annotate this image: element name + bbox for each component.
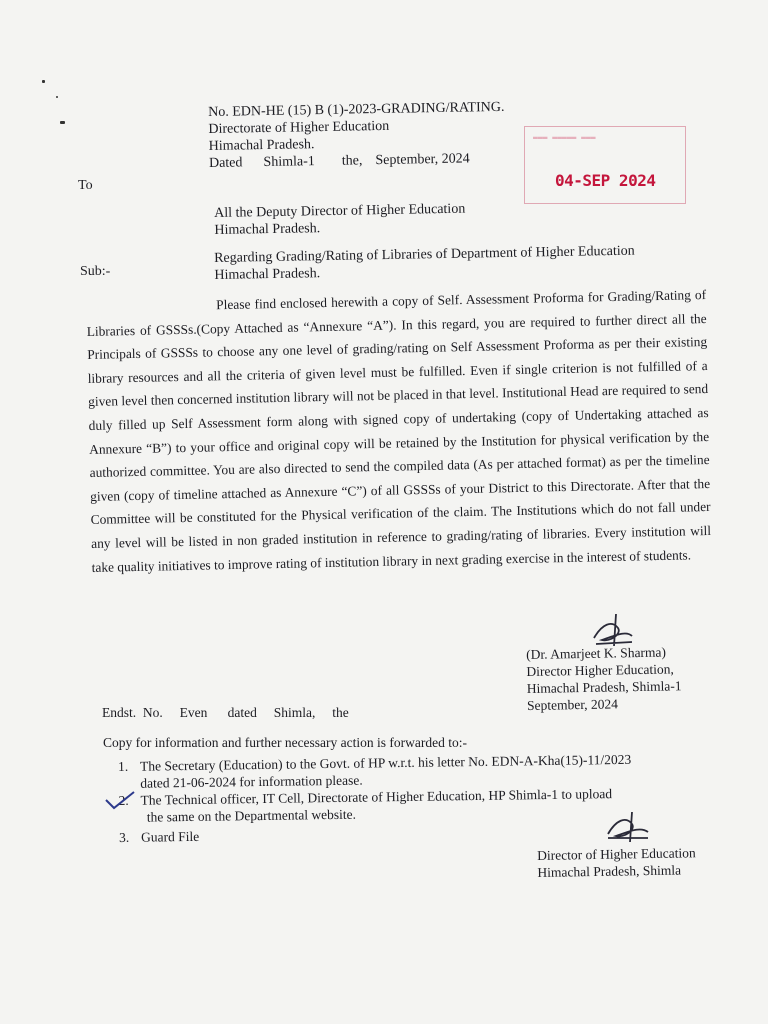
reference-number: No. EDN-HE (15) B (1)-2023-GRADING/RATING. [208, 99, 505, 120]
recipient-item [119, 822, 632, 846]
recipient-line-2: dated 21-06-2024 for information please. [140, 772, 363, 791]
scan-speck [56, 96, 58, 98]
receipt-stamp [524, 126, 686, 204]
signature-mark [602, 808, 652, 848]
to-label: To [78, 178, 93, 193]
addressee [214, 201, 466, 239]
signatory-designation: Director Higher Education, [526, 661, 674, 679]
addressee-line-2: Himachal Pradesh. [214, 221, 321, 238]
recipient-item [118, 785, 632, 826]
issuing-office: Directorate of Higher Education [208, 118, 390, 137]
stamp-date: 04-SEP 2024 [555, 171, 656, 190]
subject-line-1: Regarding Grading/Rating of Libraries of Department of Higher Education [214, 243, 635, 266]
recipient-line-2: the same on the Departmental website. [146, 806, 357, 825]
subject-label: Sub:- [80, 264, 111, 279]
signatory-date: September, 2024 [526, 696, 619, 713]
addressee-line-1: All the Deputy Director of Higher Education [214, 201, 466, 221]
recipient-list [118, 751, 632, 846]
signatory-place: Himachal Pradesh, Shimla-1 [526, 678, 682, 696]
issuing-state: Himachal Pradesh. [208, 137, 315, 154]
dated-place: Shimla-1 [263, 154, 315, 171]
recipient-line-1: The Technical officer, IT Cell, Directorate of Higher Education, HP Shimla-1 to upload [140, 786, 613, 808]
recipient-number: 2. [118, 792, 129, 808]
signature-block-2 [537, 844, 696, 881]
scan-speck [60, 121, 65, 124]
recipient-line-1: The Secretary (Education) to the Govt. of HP w.r.t. his letter No. EDN-A-Kha(15)-11/2023 [140, 751, 632, 774]
signatory-name: (Dr. Amarjeet K. Sharma) [526, 644, 667, 662]
stamp-faded-text: ▬▬▬ ▬▬▬▬▬ ▬▬▬ [533, 133, 596, 142]
signatory-designation: Director of Higher Education [537, 845, 696, 863]
scan-speck [42, 80, 45, 83]
dated-month-year: September, 2024 [375, 151, 470, 169]
recipient-number: 3. [119, 829, 130, 845]
letter-header [208, 99, 505, 172]
body-paragraph [86, 283, 712, 579]
subject [214, 243, 635, 284]
subject-line-2: Himachal Pradesh. [214, 266, 321, 283]
signatory-place: Himachal Pradesh, Shimla [537, 862, 682, 880]
dated-label: Dated [208, 155, 243, 171]
recipient-number: 1. [118, 758, 129, 774]
copy-forward-line: Copy for information and further necessary action is forwarded to:- [103, 735, 468, 750]
body-text: Please find enclosed herewith a copy of Self. Assessment Proforma for Grading/Rating of Libraries of GSSSs.(Copy Attached as “Annexure “A”). In this regard, you are required to further direct all the Principals of GSSSs to choose any one level of grading/rating on Self Assessment Proforma as per their existing library resources and all the criteria of given level must be fulfilled. Even if single criterion is not fulfilled of a given level then concerned institution library will not be placed in that level. Institutional Head are required to send duly filled up Self Assessment form along with signed copy of undertaking (copy of Undertaking attached as Annexure “B”) to your office and original copy will be retained by the Institution for physical verification by the authorized committee. You are also directed to send the compiled data (As per attached format) as per the timeline given (copy of timeline attached as Annexure “C”) of all GSSSs of your District to this Directorate. After that the Committee will be constituted for the Physical verification of the claim. The Institutions which do not fall under any level will be listed in non graded institution in reference to grading/rating of libraries. Every institution will take quality initiatives to improve rating of institution library in next grading exercise in the interest of students. [86, 287, 712, 575]
signature-block-1 [526, 643, 682, 714]
dated-the: the, [341, 153, 363, 169]
endorsement-line: Endst. No. Even dated Shimla, the [102, 705, 349, 720]
recipient-line-1: Guard File [141, 828, 200, 845]
checkmark-icon [104, 790, 136, 812]
